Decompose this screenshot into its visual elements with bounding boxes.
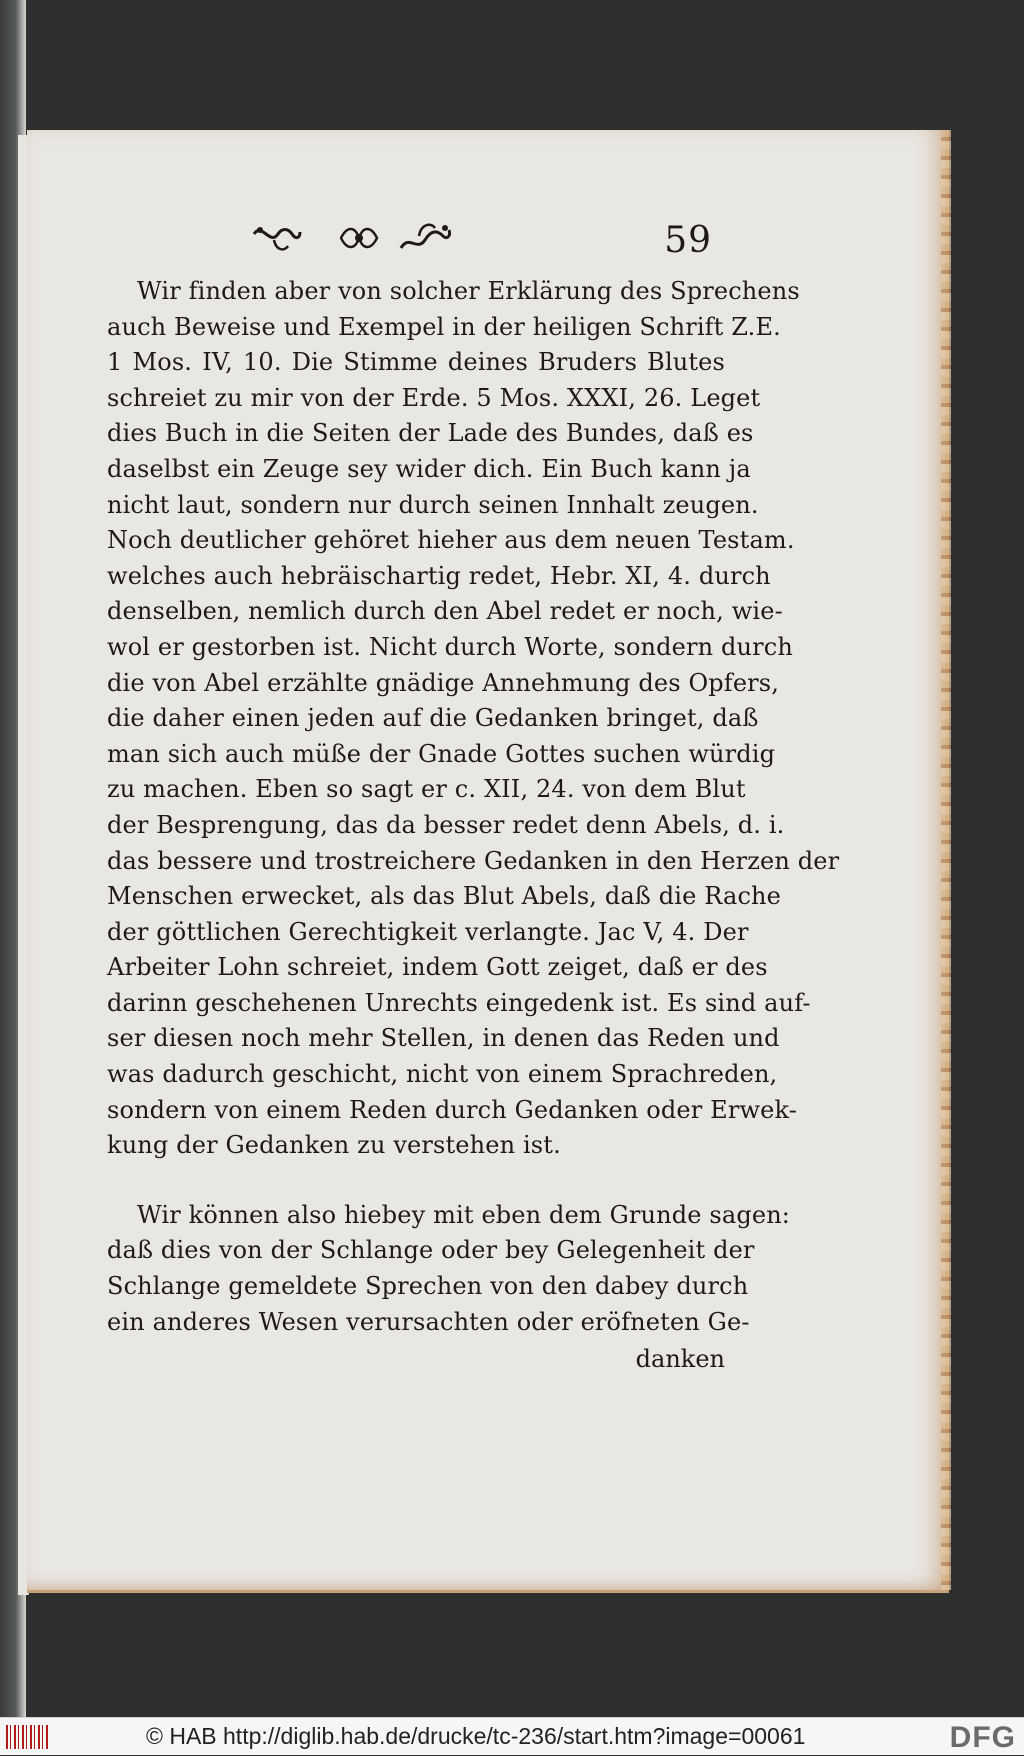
text-line: ein anderes Wesen verursachten oder eröfneten Ge- — [107, 1307, 750, 1336]
text-line: zu machen. Eben so sagt er c. XII, 24. von dem Blut — [107, 775, 746, 804]
text-line: daselbst ein Zeuge sey wider dich. Ein Buch kann ja — [107, 454, 751, 483]
text-line: das bessere und trostreichere Gedanken in den Herzen der — [107, 846, 840, 875]
body-text — [107, 274, 840, 1377]
text-line: ser diesen noch mehr Stellen, in denen das Reden und — [107, 1024, 780, 1053]
text-line: was dadurch geschicht, nicht von einem Sprachreden, — [107, 1060, 778, 1089]
text-line: Wir finden aber von solcher Erklärung des Sprechens — [137, 277, 800, 305]
center-rosette-icon — [337, 218, 381, 258]
hab-barcode-icon — [6, 1725, 48, 1749]
paragraph-1 — [107, 274, 840, 1164]
text-line: denselben, nemlich durch den Abel redet er noch, wie- — [107, 597, 783, 626]
text-line: dies Buch in die Seiten der Lade des Bundes, daß es — [107, 419, 754, 448]
text-line: welches auch hebräischartig redet, Hebr. XI, 4. durch — [107, 561, 771, 590]
text-line: Schlange gemeldete Sprechen von den dabey durch — [107, 1272, 749, 1301]
text-line: Wir können also hiebey mit eben dem Grunde sagen: — [137, 1200, 791, 1229]
right-floral-flourish-icon — [397, 218, 453, 258]
catchword: danken — [635, 1345, 725, 1374]
text-line: der Besprengung, das da besser redet denn Abels, d. i. — [107, 810, 785, 839]
text-line: daß dies von der Schlange oder bey Gelegenheit der — [107, 1236, 755, 1265]
book-page — [27, 130, 949, 1593]
paragraph-2 — [107, 1198, 791, 1340]
text-line: wol er gestorben ist. Nicht durch Worte, sondern durch — [107, 632, 793, 661]
text-line: Menschen erwecket, als das Blut Abels, daß die Rache — [107, 882, 782, 911]
text-line: kung der Gedanken zu verstehen ist. — [107, 1131, 561, 1160]
left-floral-flourish-icon — [252, 218, 302, 258]
text-line: der göttlichen Gerechtigkeit verlangte. Jac V, 4. Der — [107, 917, 749, 946]
viewer-footer — [0, 1717, 1024, 1755]
text-line: Arbeiter Lohn schreiet, indem Gott zeiget, daß er des — [107, 953, 768, 982]
page-number: 59 — [664, 220, 712, 261]
copyright-link[interactable]: © HAB http://diglib.hab.de/drucke/tc-236/start.htm?image=00061 — [146, 1723, 806, 1749]
text-line: auch Beweise und Exempel in der heiligen Schrift Z.E. — [107, 312, 781, 341]
dfg-logo: DFG — [949, 1721, 1016, 1754]
page-header — [252, 218, 712, 274]
text-line: 1 Mos. IV, 10. Die Stimme deines Bruders Blutes — [107, 348, 725, 377]
text-line: man sich auch müße der Gnade Gottes suchen würdig — [107, 739, 776, 768]
text-line: die daher einen jeden auf die Gedanken bringet, daß — [107, 704, 759, 733]
page-fore-edge — [941, 130, 951, 1590]
text-line: Noch deutlicher gehöret hieher aus dem neuen Testam. — [107, 526, 795, 555]
text-line: sondern von einem Reden durch Gedanken oder Erwek- — [107, 1095, 798, 1124]
text-line: darinn geschehenen Unrechts eingedenk ist. Es sind auf- — [107, 988, 811, 1017]
text-line: die von Abel erzählte gnädige Annehmung des Opfers, — [107, 668, 780, 697]
text-line: schreiet zu mir von der Erde. 5 Mos. XXXI, 26. Leget — [107, 383, 761, 412]
text-line: nicht laut, sondern nur durch seinen Innhalt zeugen. — [107, 490, 759, 519]
